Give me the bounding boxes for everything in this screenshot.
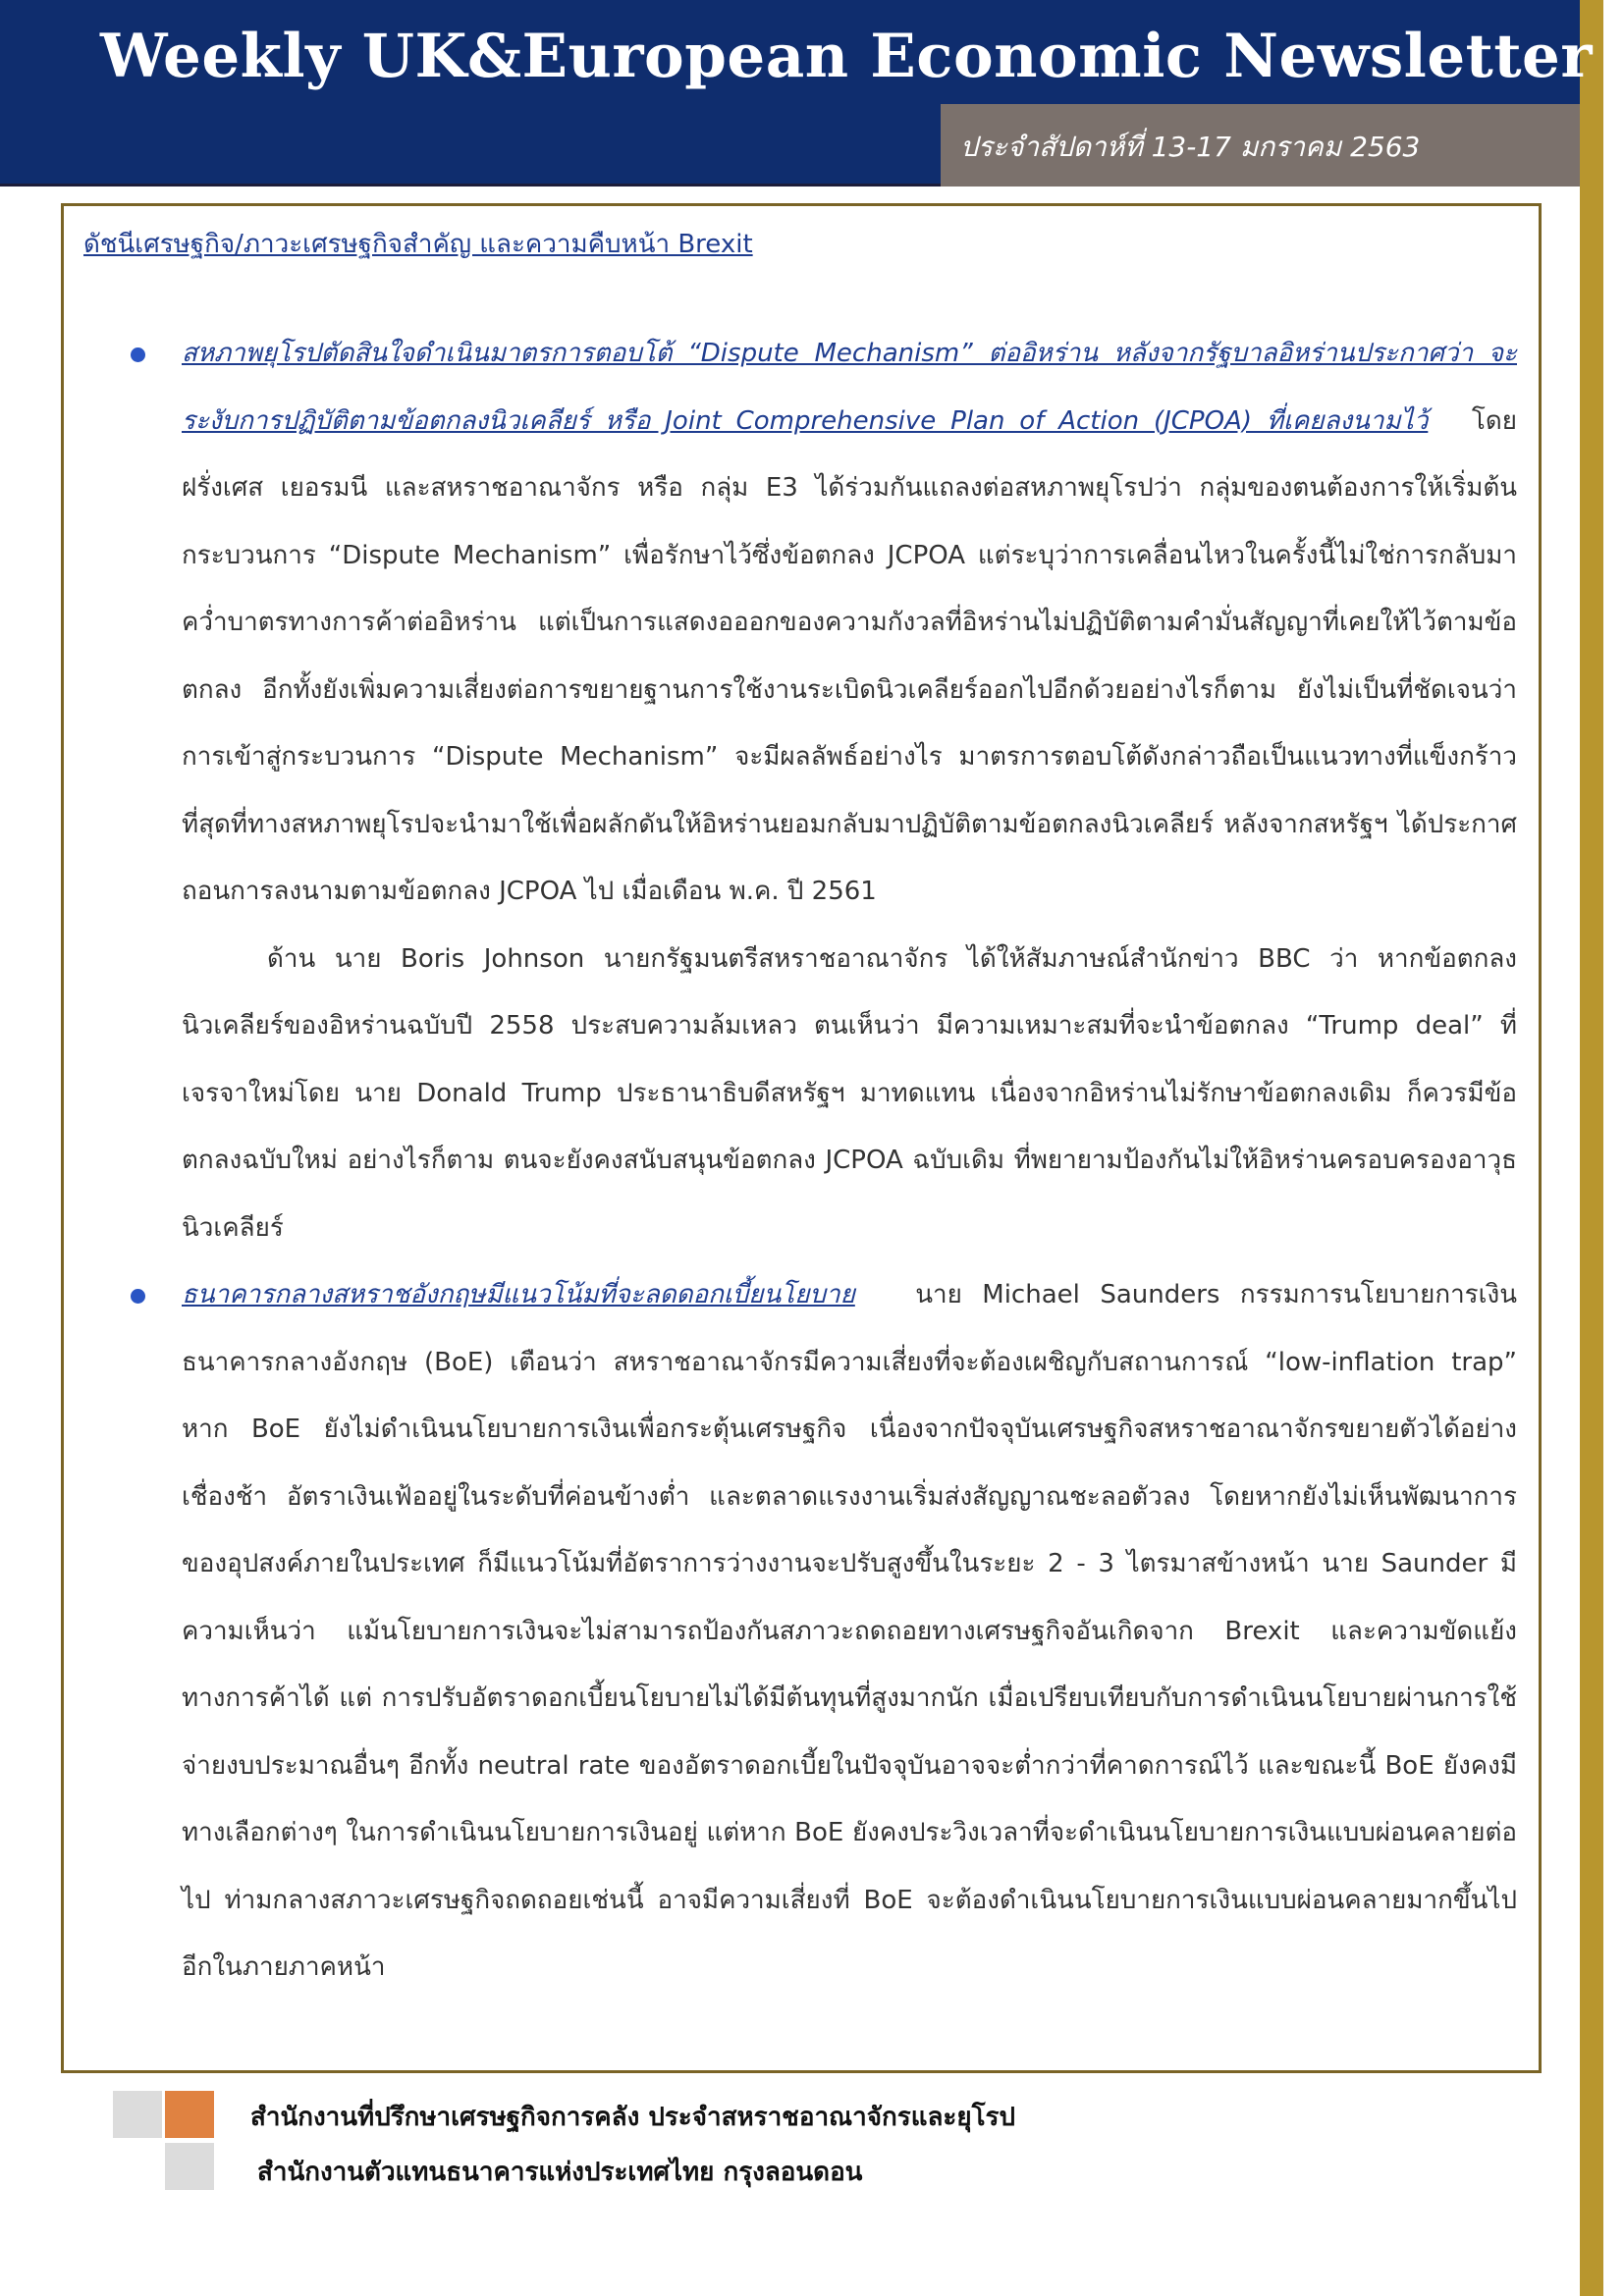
- footer-office-line: สำนักงานที่ปรึกษาเศรษฐกิจการคลัง ประจำสหราชอาณาจักรและยุโรป: [250, 2103, 1016, 2132]
- article-1-body: โดยฝรั่งเศส เยอรมนี และสหราชอาณาจักร หรือ กลุ่ม E3 ได้ร่วมกันแถลงต่อสหภาพยุโรปว่า กลุ่มของตนต้องการให้เริ่มต้นกระบวนการ “Dispute Mechanism” เพื่อรักษาไว้ซึ่งข้อตกลง JCPOA แต่ระบุว่าการเคลื่อนไหวในครั้งนี้ไม่ใช่การกลับมาคว่ำบาตรทางการค้าต่ออิหร่าน แต่เป็นการแสดงอออกของความกังวลที่อิหร่านไม่ปฏิบัติตามคำมั่นสัญญาที่เคยให้ไว้ตามข้อตกลง อีกทั้งยังเพิ่มความเสี่ยงต่อการขยายฐานการใช้งานระเบิดนิวเคลียร์ออกไปอีกด้วยอย่างไรก็ตาม ยังไม่เป็นที่ชัดเจนว่า การเข้าสู่กระบวนการ “Dispute Mechanism” จะมีผลลัพธ์อย่างไร มาตรการตอบโต้ดังกล่าวถือเป็นแนวทางที่แข็งกร้าวที่สุดที่ทางสหภาพยุโรปจะนำมาใช้เพื่อผลักดันให้อิหร่านยอมกลับมาปฏิบัติตามข้อตกลงนิวเคลียร์ หลังจากสหรัฐฯ ได้ประกาศถอนการลงนามตามข้อตกลง JCPOA ไป เมื่อเดือน พ.ค. ปี 2561: [182, 405, 1518, 906]
- bullet-icon: [131, 347, 145, 362]
- footer-square-orange: [165, 2091, 214, 2138]
- newsletter-title: Weekly UK&European Economic Newsletter: [100, 22, 1593, 91]
- article-1-headline[interactable]: สหภาพยุโรปตัดสินใจดำเนินมาตรการตอบโต้ “Dispute Mechanism” ต่ออิหร่าน หลังจากรัฐบาลอิหร่านประกาศว่า จะระงับการปฏิบัติตามข้อตกลงนิวเคลียร์ หรือ Joint Comprehensive Plan of Action (JCPOA) ที่เคยลงนามไว้: [182, 339, 1517, 436]
- section-heading[interactable]: ดัชนีเศรษฐกิจ/ภาวะเศรษฐกิจสำคัญ และความคืบหน้า Brexit: [83, 230, 753, 259]
- footer-bank-line: สำนักงานตัวแทนธนาคารแห่งประเทศไทย กรุงลอนดอน: [257, 2158, 863, 2187]
- date-box: [941, 104, 1580, 187]
- newsletter-header: [0, 0, 1593, 187]
- article-2-body: นาย Michael Saunders กรรมการนโยบายการเงินธนาคารกลางอังกฤษ (BoE) เตือนว่า สหราชอาณาจักรมีความเสี่ยงที่จะต้องเผชิญกับสถานการณ์ “low-inflation trap” หาก BoE ยังไม่ดำเนินนโยบายการเงินเพื่อกระตุ้นเศรษฐกิจ เนื่องจากปัจจุบันเศรษฐกิจสหราชอาณาจักรขยายตัวได้อย่างเชื่องช้า อัตราเงินเฟ้ออยู่ในระดับที่ค่อนข้างต่ำ และตลาดแรงงานเริ่มส่งสัญญาณชะลอตัวลง โดยหากยังไม่เห็นพัฒนาการของอุปสงค์ภายในประเทศ ก็มีแนวโน้มที่อัตราการว่างงานจะปรับสูงขึ้นในระยะ 2 - 3 ไตรมาสข้างหน้า นาย Saunder มีความเห็นว่า แม้นโยบายการเงินจะไม่สามารถป้องกันสภาวะถดถอยทางเศรษฐกิจอันเกิดจาก Brexit และความขัดแย้งทางการค้าได้ แต่ การปรับอัตราดอกเบี้ยนโยบายไม่ได้มีต้นทุนที่สูงมากนัก เมื่อเปรียบเทียบกับการดำเนินนโยบายผ่านการใช้จ่ายงบประมาณอื่นๆ อีกทั้ง neutral rate ของอัตราดอกเบี้ยในปัจจุบันอาจจะต่ำกว่าที่คาดการณ์ไว้ และขณะนี้ BoE ยังคงมีทางเลือกต่างๆ ในการดำเนินนโยบายการเงินอยู่ แต่หาก BoE ยังคงประวิงเวลาที่จะดำเนินนโยบายการเงินแบบผ่อนคลายต่อไป ท่ามกลางสภาวะเศรษฐกิจถดถอยเช่นนี้ อาจมีความเสี่ยงที่ BoE จะต้องดำเนินนโยบายการเงินแบบผ่อนคลายมากขึ้นไปอีกในภายภาคหน้า: [182, 1280, 1517, 1982]
- bullet-icon: [131, 1289, 145, 1304]
- footer-square-gray: [165, 2143, 214, 2190]
- article-content: [182, 320, 1517, 2002]
- article-2-headline[interactable]: ธนาคารกลางสหราชอังกฤษมีแนวโน้มที่จะลดดอกเบี้ยนโยบาย: [182, 1280, 855, 1309]
- article-2-paragraph: [182, 1261, 1517, 2002]
- article-1-paragraph: [182, 320, 1517, 926]
- article-1-paragraph-2: ด้าน นาย Boris Johnson นายกรัฐมนตรีสหราชอาณาจักร ได้ให้สัมภาษณ์สำนักข่าว BBC ว่า หากข้อตกลงนิวเคลียร์ของอิหร่านฉบับปี 2558 ประสบความล้มเหลว ตนเห็นว่า มีความเหมาะสมที่จะนำข้อตกลง “Trump deal” ที่เจรจาใหม่โดย นาย Donald Trump ประธานาธิบดีสหรัฐฯ มาทดแทน เนื่องจากอิหร่านไม่รักษาข้อตกลงเดิม ก็ควรมีข้อตกลงฉบับใหม่ อย่างไรก็ตาม ตนจะยังคงสนับสนุนข้อตกลง JCPOA ฉบับเดิม ที่พยายามป้องกันไม่ให้อิหร่านครอบครองอาวุธนิวเคลียร์: [182, 943, 1517, 1243]
- gold-side-bar: [1580, 0, 1603, 2296]
- footer-square-gray: [113, 2091, 162, 2138]
- issue-date: ประจำสัปดาห์ที่ 13-17 มกราคม 2563: [960, 131, 1421, 163]
